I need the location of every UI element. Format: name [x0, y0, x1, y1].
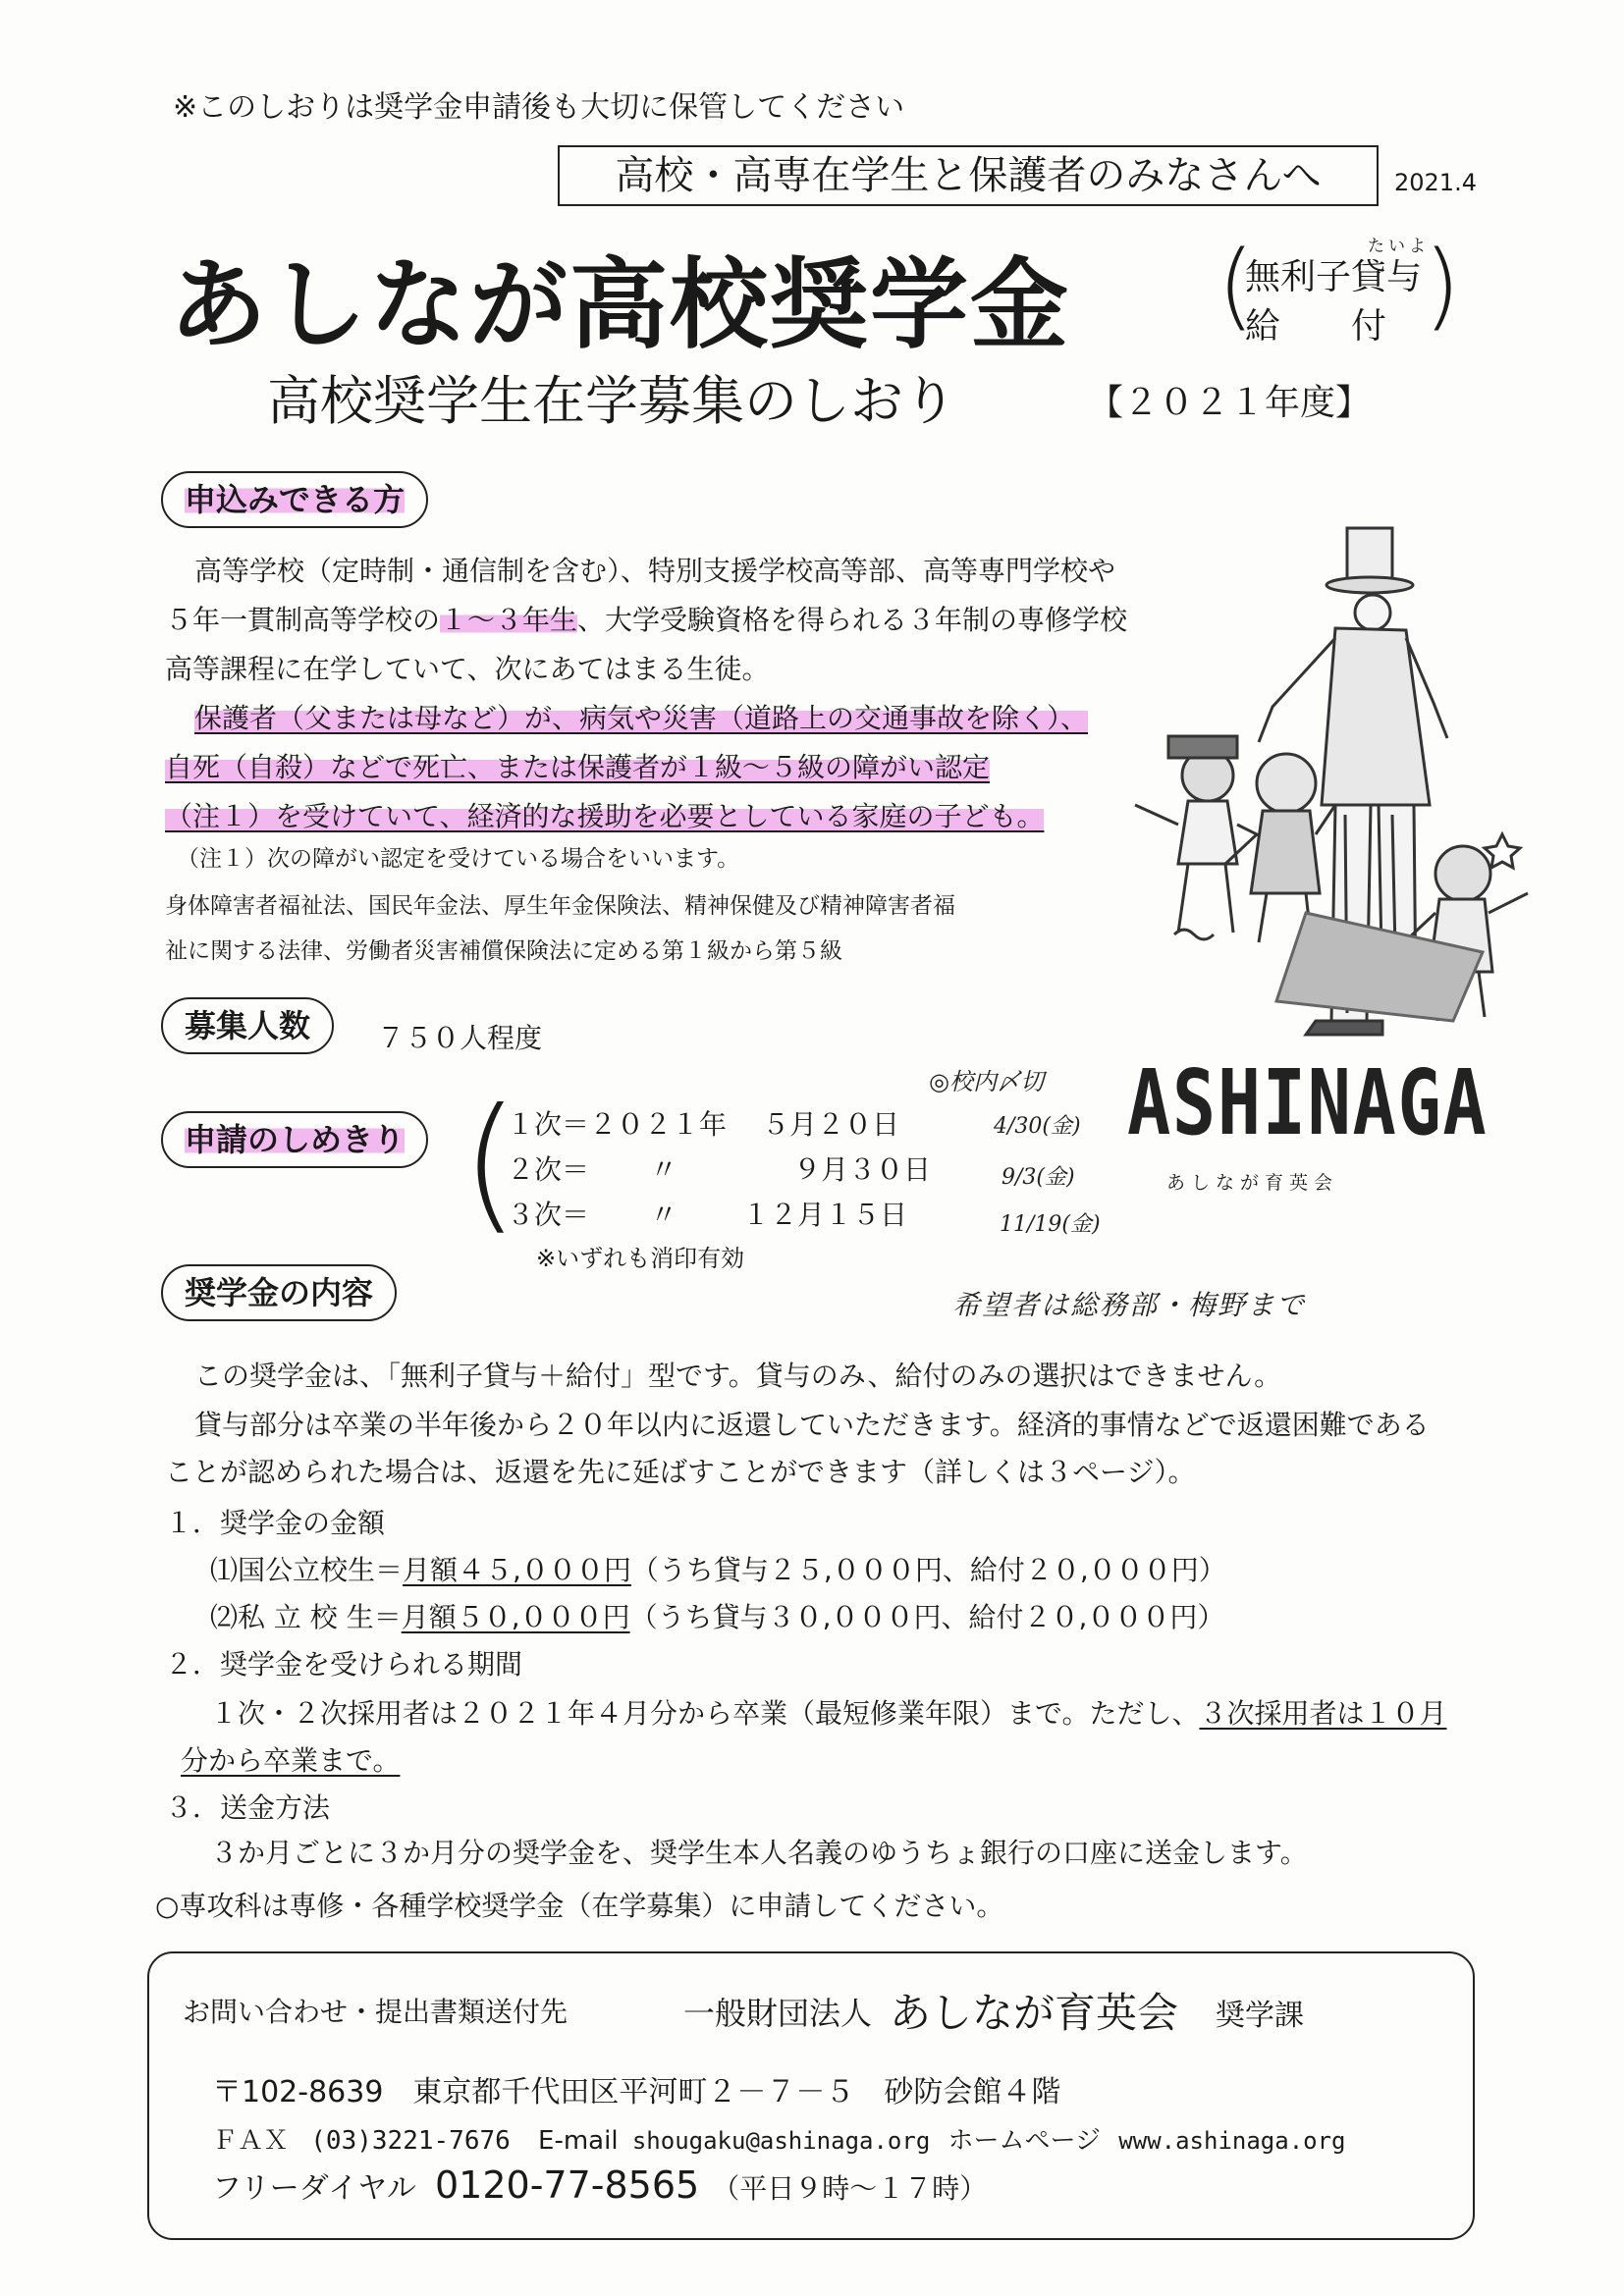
deadline-bracket: (: [461, 1078, 519, 1249]
deadline-heading: 申請のしめきり: [161, 1111, 428, 1168]
deadline-row-2: ２次＝ 〃 ９月３０日: [507, 1153, 932, 1186]
type-ruby: たいよ: [1368, 237, 1430, 256]
section-amount: １．奨学金の金額: [165, 1507, 386, 1539]
scholarship-type: ( 無利子貸与 給 付 ): [1218, 231, 1461, 347]
amount-public: ⑴国公立校生＝月額４５,０００円（うち貸与２５,０００円、給付２０,０００円）: [210, 1554, 1226, 1586]
section-remittance: ３．送金方法: [165, 1791, 331, 1824]
recruitment-value: ７５０人程度: [377, 1022, 543, 1054]
deadline-row-3: ３次＝ 〃 １２月１５日: [507, 1199, 908, 1231]
page-title: あしなが高校奨学金: [169, 247, 1070, 362]
content-p1: この奨学金は、「無利子貸与＋給付」型です。貸与のみ、給付のみの選択はできません。: [194, 1360, 1282, 1392]
contact-fax-line: ＦＡＸ (03)3221-7676 E-mail shougaku@ashinaga.org ホームページ www.ashinaga.org: [212, 2126, 1346, 2156]
deadline-row-1: １次＝２０２１年 ５月２０日: [507, 1108, 900, 1141]
note-1: （注１）次の障がい認定を受けている場合をいいます。: [177, 846, 740, 872]
contact-box: [147, 1951, 1475, 2240]
email-link[interactable]: shougaku@ashinaga.org: [631, 2127, 931, 2155]
content-heading: 奨学金の内容: [161, 1264, 397, 1321]
ashinaga-logo: ASHINAGA: [1127, 1050, 1489, 1155]
logo-subtitle: あしなが育英会: [1166, 1172, 1339, 1194]
handwritten-contact: 希望者は総務部・梅野まで: [952, 1289, 1307, 1321]
audience-box: 高校・高専在学生と保護者のみなさんへ: [558, 145, 1379, 206]
eligibility-line-3: 高等課程に在学していて、次にあてはまる生徒。: [165, 653, 770, 685]
amount-private: ⑵私 立 校 生＝月額５０,０００円（うち貸与３０,０００円、給付２０,０００円）: [210, 1601, 1225, 1633]
content-p3: ことが認められた場合は、返還を先に延ばすことができます（詳しくは３ページ）。: [165, 1456, 1196, 1488]
keep-notice: ※このしおりは奨学金申請後も大切に保管してください: [173, 90, 905, 125]
section-period: ２．奨学金を受けられる期間: [165, 1648, 523, 1681]
page-subtitle: 高校奨学生在学募集のしおり: [267, 370, 956, 432]
recruitment-heading: 募集人数: [161, 997, 334, 1054]
note-3: 祉に関する法律、労働者災害補償保険法に定める第１級から第５級: [165, 938, 842, 964]
fiscal-year: 【２０２１年度】: [1088, 383, 1372, 423]
contact-label: お問い合わせ・提出書類送付先: [183, 1996, 568, 2028]
content-p2: 貸与部分は卒業の半年後から２０年以内に返還していただきます。経済的事情などで返還困難である: [194, 1409, 1430, 1441]
handwritten-school-deadline: ◎校内〆切: [929, 1068, 1044, 1095]
note-2: 身体障害者福祉法、国民年金法、厚生年金保険法、精神保健及び精神障害者福: [165, 893, 955, 919]
eligibility-line-1: 高等学校（定時制・通信制を含む）、特別支援学校高等部、高等専門学校や: [194, 555, 1116, 587]
contact-org-name: あしなが育英会: [890, 1989, 1179, 2037]
type-grant: 給 付: [1245, 306, 1387, 347]
handwritten-date-1: 4/30(金): [994, 1114, 1081, 1139]
eligibility-line-2: ５年一貫制高等学校の１～３年生、大学受験資格を得られる３年制の専修学校: [165, 604, 1128, 636]
handwritten-date-3: 11/19(金): [1000, 1212, 1101, 1237]
contact-dept: 奨学課: [1216, 1999, 1304, 2033]
handwritten-date-2: 9/3(金): [1001, 1165, 1075, 1190]
contact-freedial: フリーダイヤル 0120-77-8565 （平日９時～１７時）: [212, 2163, 988, 2207]
deadline-note: ※いずれも消印有効: [536, 1245, 745, 1272]
issue-date: 2021.4: [1394, 169, 1477, 196]
homepage-link[interactable]: www.ashinaga.org: [1118, 2127, 1346, 2155]
contact-address: 〒102-8639 東京都千代田区平河町２－７－５ 砂防会館４階: [212, 2075, 1061, 2109]
remittance-line: ３か月ごとに３か月分の奨学金を、奨学生本人名義のゆうちょ銀行の口座に送金します。: [210, 1837, 1308, 1869]
period-line-2: 分から卒業まで。: [181, 1744, 401, 1777]
eligibility-line-5: 自死（自殺）などで死亡、または保護者が１級～５級の障がい認定: [165, 746, 990, 785]
footnote: ○専攻科は専修・各種学校奨学金（在学募集）に申請してください。: [155, 1890, 1004, 1922]
period-line-1: １次・２次採用者は２０２１年４月分から卒業（最短修業年限）まで。ただし、３次採用者は１０月: [210, 1697, 1447, 1730]
stilt-walker-illustration: [1041, 510, 1551, 1041]
contact-org-type: 一般財団法人: [683, 1995, 873, 2032]
type-loan: 無利子貸与: [1245, 257, 1423, 297]
eligibility-line-4: 保護者（父または母など）が、病気や災害（道路上の交通事故を除く）、: [194, 697, 1088, 736]
eligibility-line-6: （注１）を受けていて、経済的な援助を必要としている家庭の子ども。: [165, 795, 1044, 834]
eligibility-heading: 申込みできる方: [161, 471, 428, 528]
